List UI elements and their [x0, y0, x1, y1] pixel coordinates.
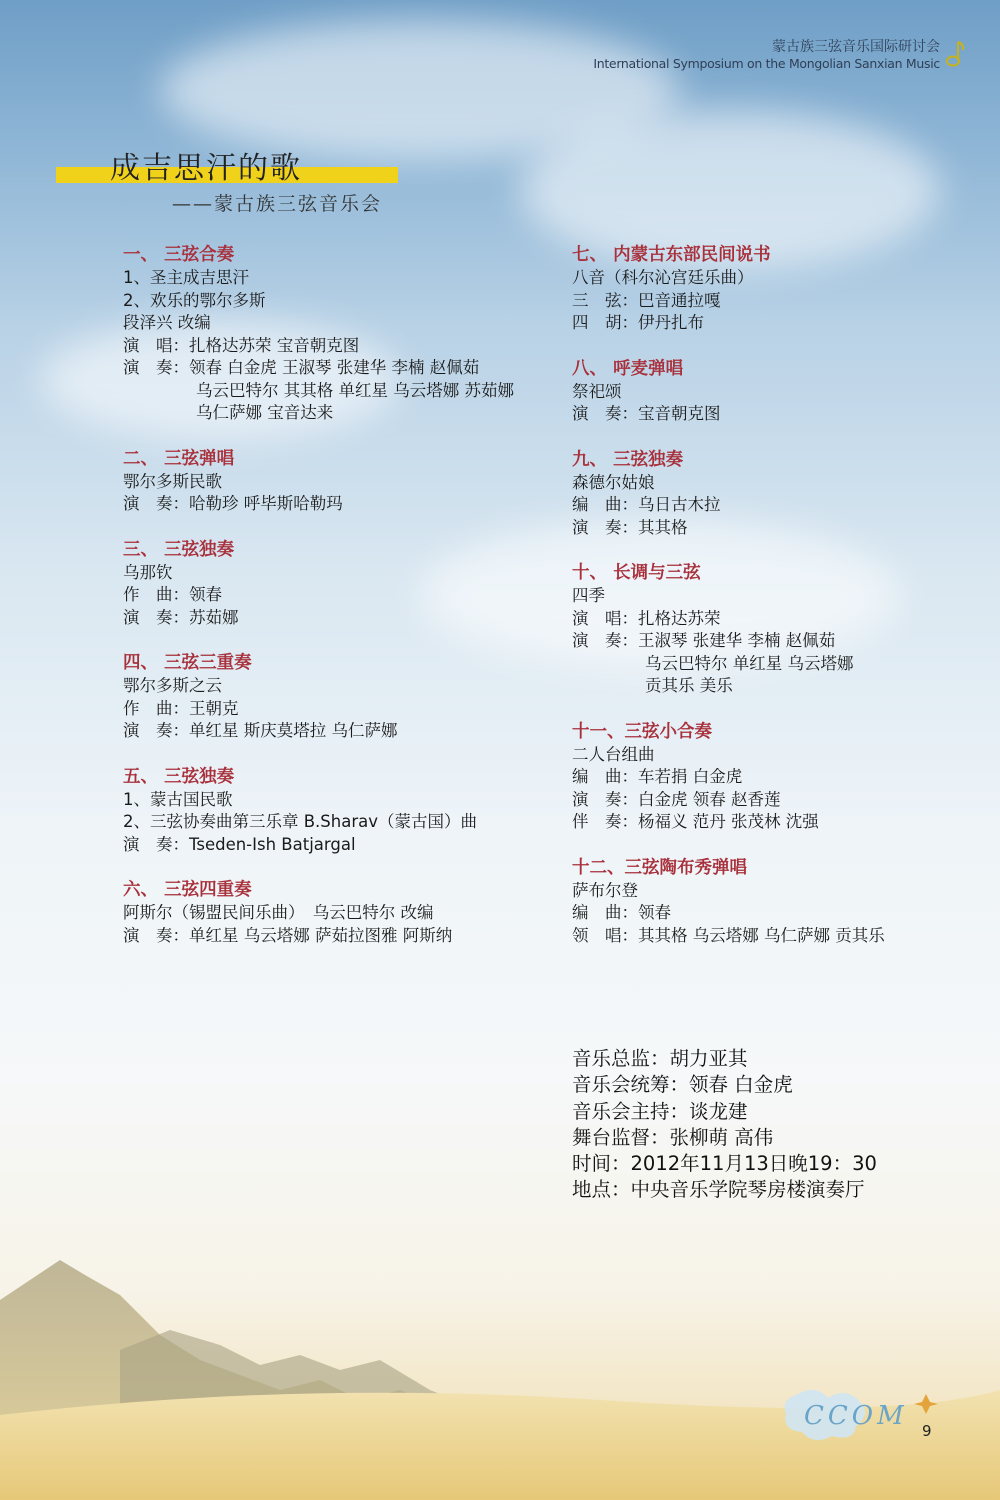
program-heading: 十一、三弦小合奏 — [572, 721, 712, 742]
program-heading: 七、 内蒙古东部民间说书 — [572, 245, 771, 265]
program-column-right — [572, 243, 952, 969]
program-item — [123, 538, 563, 630]
program-heading: 六、 三弦四重奏 — [123, 880, 252, 900]
program-line: 演 奏：白金虎 领春 赵香莲 — [572, 789, 781, 809]
program-line: 四 胡：伊丹扎布 — [572, 313, 704, 332]
program-line: 阿斯尔（锡盟民间乐曲） 乌云巴特尔 改编 — [123, 903, 434, 922]
program-line: 演 奏：Tseden-Ish Batjargal — [123, 834, 356, 854]
program-heading: 九、 三弦独奏 — [572, 449, 684, 470]
program-line: 演 奏：其其格 — [572, 517, 688, 537]
program-line: 演 唱：扎格达苏荣 — [572, 608, 721, 628]
program-line: 演 奏：单红星 斯庆莫塔拉 乌仁萨娜 — [123, 721, 398, 740]
program-line: 祭祀颂 — [572, 381, 622, 401]
program-line: 鄂尔多斯之云 — [123, 676, 222, 695]
program-line: 2、欢乐的鄂尔多斯 — [123, 290, 266, 310]
program-heading: 八、 呼麦弹唱 — [572, 358, 684, 379]
program-heading: 三、 三弦独奏 — [123, 539, 235, 560]
program-line: 八音（科尔沁宫廷乐曲） — [572, 268, 754, 287]
page-number: 9 — [922, 1422, 932, 1440]
program-line: 1、蒙古国民歌 — [123, 789, 233, 809]
credit-line: 音乐会主持：谈龙建 — [572, 1099, 748, 1123]
program-item — [123, 651, 563, 743]
landscape-image — [0, 1240, 1000, 1500]
program-heading: 五、 三弦独奏 — [123, 766, 235, 787]
program-line: 2、三弦协奏曲第三乐章 B.Sharav（蒙古国）曲 — [123, 812, 478, 831]
program-line-continuation: 乌仁萨娜 宝音达来 — [196, 403, 334, 422]
credits-block — [572, 1046, 877, 1204]
page-title: 成吉思汗的歌 — [110, 151, 302, 186]
program-item — [123, 243, 563, 425]
program-line: 演 唱：扎格达苏荣 宝音朝克图 — [123, 335, 360, 355]
program-line: 编 曲：领春 — [572, 903, 671, 922]
program-heading: 十二、三弦陶布秀弹唱 — [572, 857, 747, 878]
credit-line: 音乐会统筹：领春 白金虎 — [572, 1073, 793, 1097]
program-heading: 一、 三弦合奏 — [123, 245, 235, 265]
program-line-continuation: 乌云巴特尔 其其格 单红星 乌云塔娜 苏茹娜 — [196, 380, 514, 400]
program-line: 萨布尔登 — [572, 880, 638, 900]
credit-line: 地点：中央音乐学院琴房楼演奏厅 — [572, 1178, 865, 1202]
program-line: 编 曲：车若捐 白金虎 — [572, 767, 743, 786]
program-line: 作 曲：王朝克 — [123, 698, 239, 718]
page-subtitle: ——蒙古族三弦音乐会 — [172, 193, 383, 215]
program-line: 森德尔姑娘 — [572, 472, 655, 492]
program-line-continuation: 乌云巴特尔 单红星 乌云塔娜 — [645, 653, 854, 673]
program-line: 伴 奏：杨福义 范丹 张茂林 沈强 — [572, 812, 819, 831]
program-line: 1、圣主成吉思汗 — [123, 268, 249, 287]
program-column-left — [123, 243, 563, 969]
program-heading: 四、 三弦三重奏 — [123, 653, 252, 673]
program-line: 二人台组曲 — [572, 744, 655, 764]
music-note-icon — [944, 38, 966, 70]
program-line: 三 弦：巴音通拉嘎 — [572, 290, 721, 310]
program-line: 演 奏：领春 白金虎 王淑琴 张建华 李楠 赵佩茹 — [123, 358, 480, 377]
program-item — [572, 720, 952, 834]
program-line: 鄂尔多斯民歌 — [123, 471, 222, 491]
program-line: 演 奏：哈勒珍 呼毕斯哈勒玛 — [123, 494, 343, 513]
program-item — [123, 765, 563, 857]
credit-line: 时间：2012年11月13日晚19：30 — [572, 1152, 877, 1176]
header-title-cn: 蒙古族三弦音乐国际研讨会 — [772, 39, 940, 55]
program-line: 演 奏：王淑琴 张建华 李楠 赵佩茹 — [572, 631, 836, 650]
program-line: 乌那钦 — [123, 562, 173, 582]
program-line-continuation: 贡其乐 美乐 — [645, 676, 733, 695]
credit-line: 音乐总监：胡力亚其 — [572, 1047, 748, 1070]
program-line: 编 曲：乌日古木拉 — [572, 495, 721, 514]
program-item — [572, 243, 952, 335]
program-line: 演 奏：单红星 乌云塔娜 萨茹拉图雅 阿斯纳 — [123, 925, 453, 945]
program-item — [572, 357, 952, 426]
program-item — [123, 878, 563, 947]
program-line: 段泽兴 改编 — [123, 313, 211, 332]
program-line: 四季 — [572, 586, 605, 605]
header-title-en: International Symposium on the Mongolian Sanxian Music — [593, 56, 940, 71]
program-line: 演 奏：宝音朝克图 — [572, 404, 721, 423]
program-line: 演 奏：苏茹娜 — [123, 607, 239, 627]
ccom-logo — [776, 1384, 946, 1444]
credit-line: 舞台监督：张柳萌 高伟 — [572, 1125, 774, 1149]
program-line: 作 曲：领春 — [123, 585, 222, 604]
program-heading: 二、 三弦弹唱 — [123, 448, 235, 469]
program-item — [572, 448, 952, 540]
program-line: 领 唱：其其格 乌云塔娜 乌仁萨娜 贡其乐 — [572, 925, 885, 945]
symposium-header — [593, 38, 940, 72]
program-heading: 十、 长调与三弦 — [572, 563, 701, 583]
program-item — [572, 561, 952, 698]
logo-text: CCOM — [804, 1401, 908, 1431]
program-item — [572, 856, 952, 948]
program-item — [123, 447, 563, 516]
